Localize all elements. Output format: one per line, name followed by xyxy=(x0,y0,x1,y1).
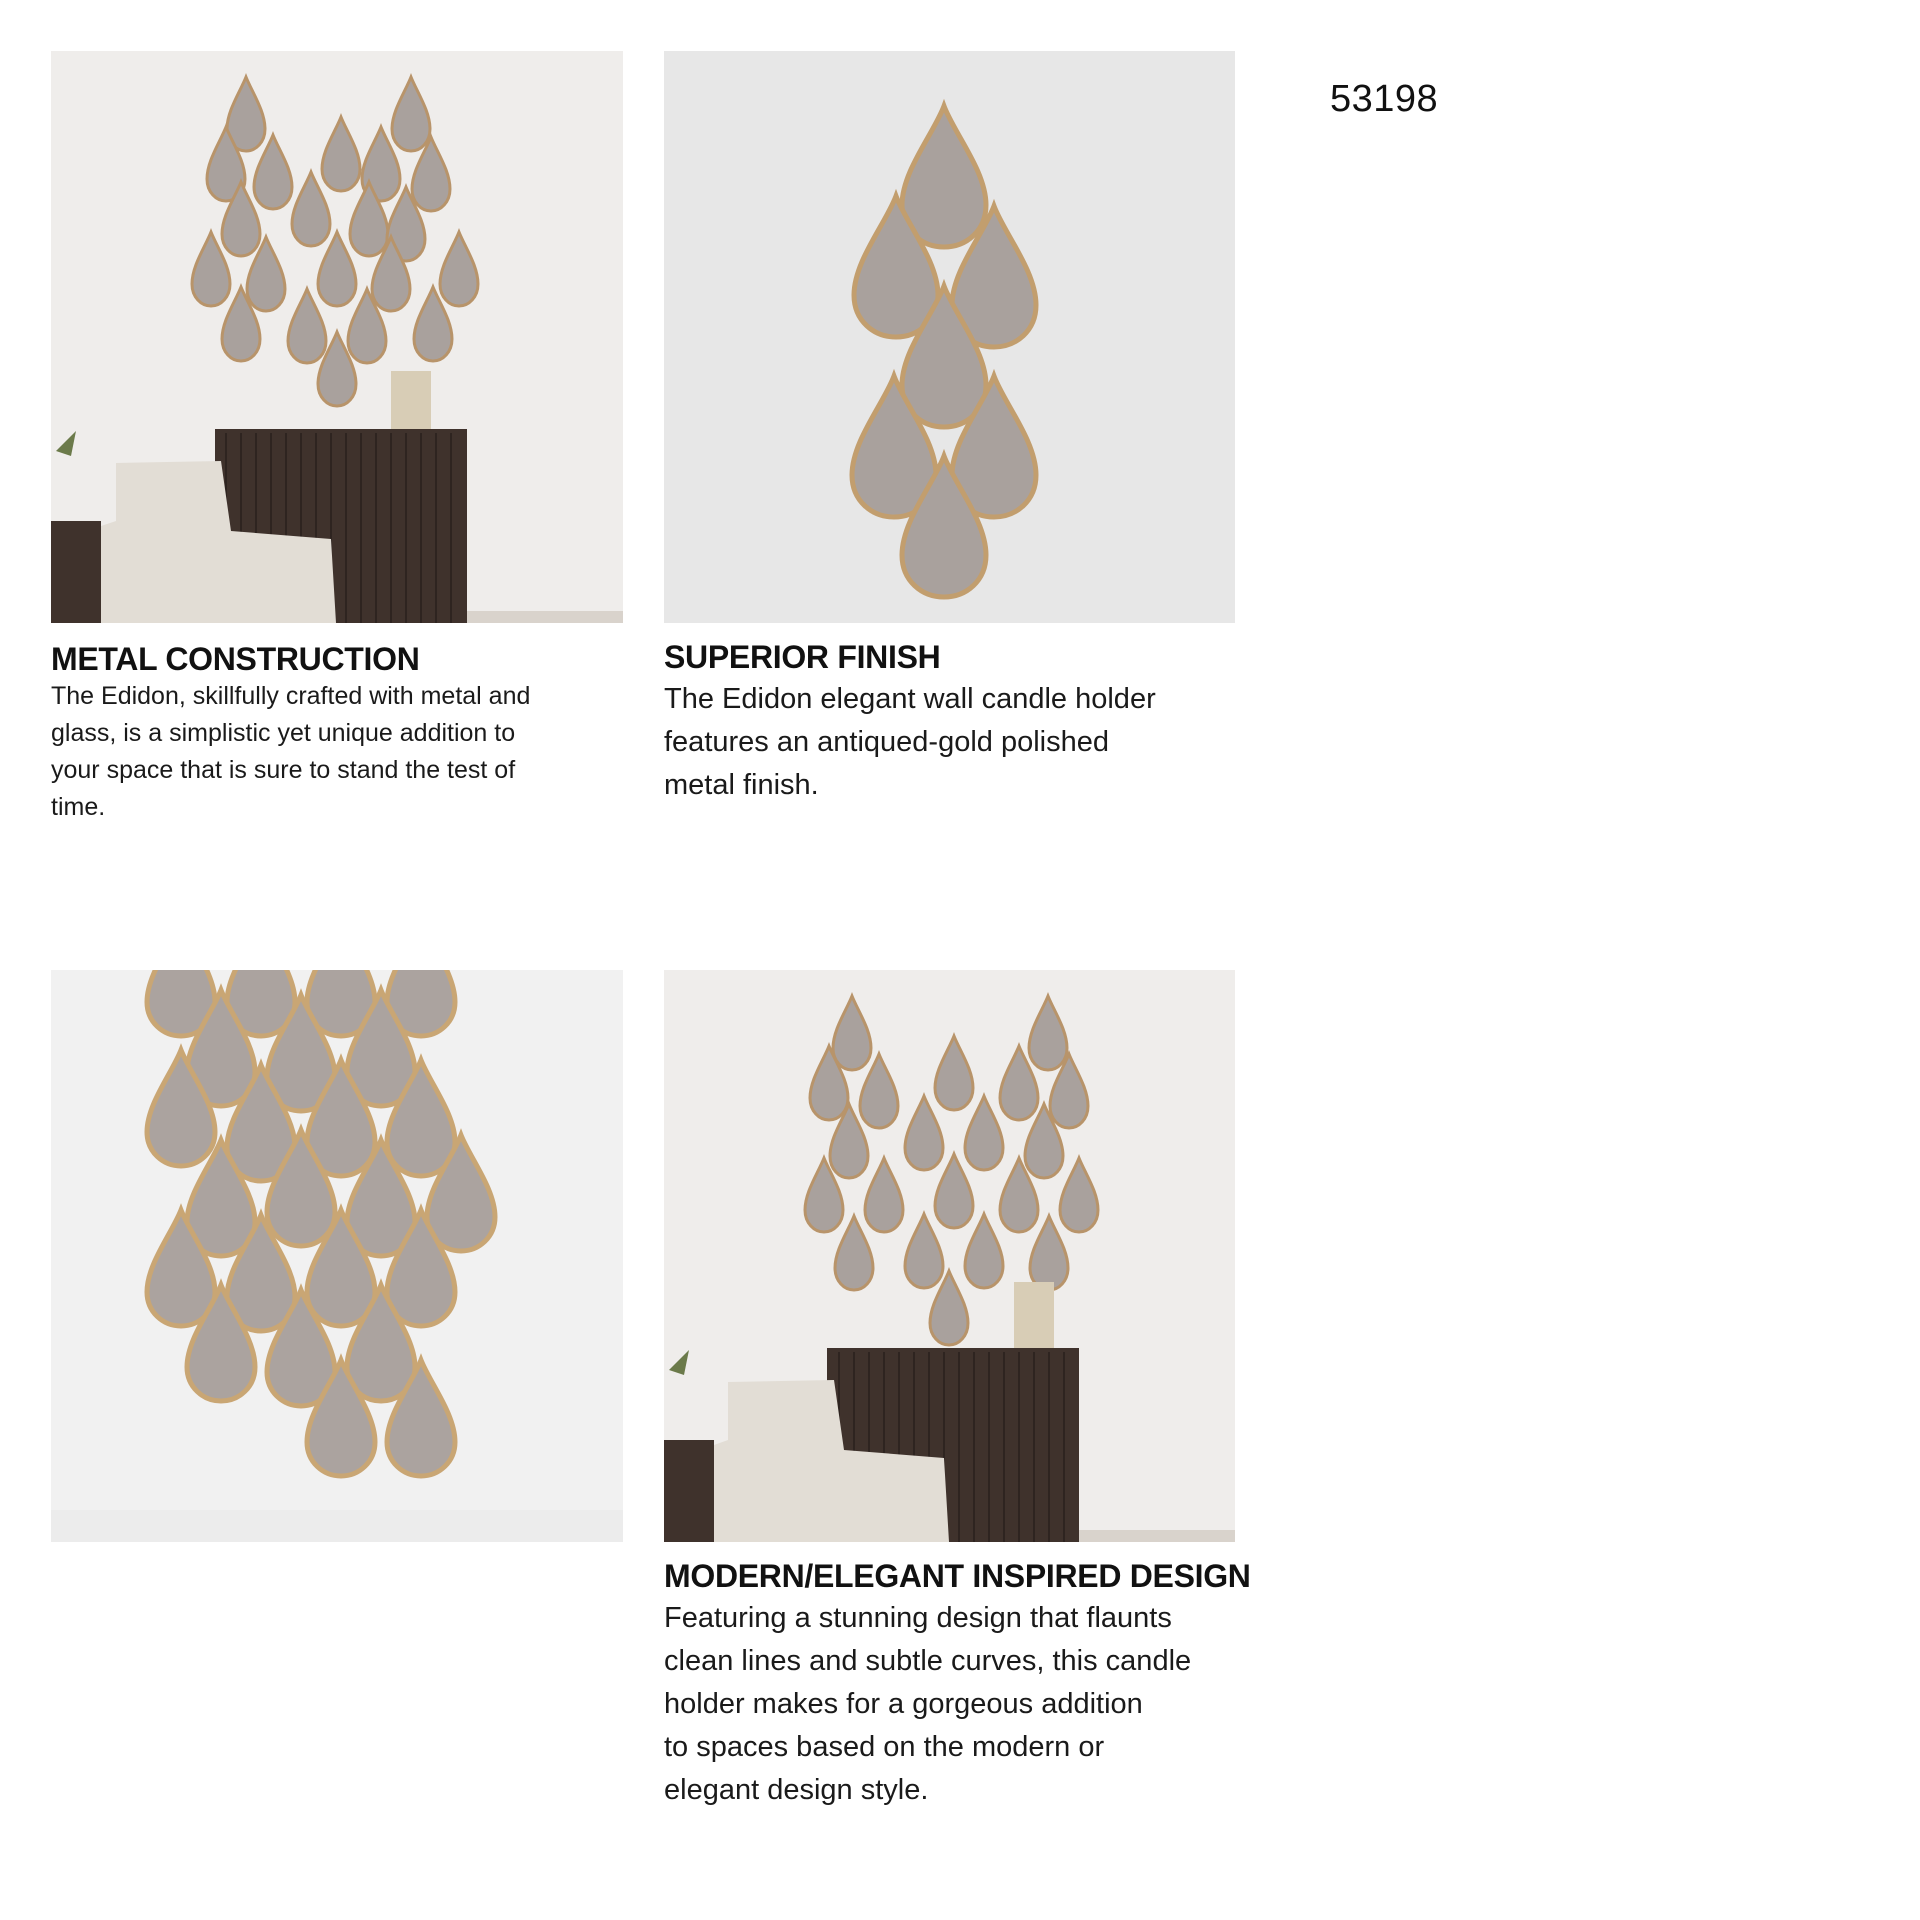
description-line: Featuring a stunning design that flaunts xyxy=(664,1602,1172,1634)
wall-candle-holder-photo xyxy=(664,51,1235,623)
description-line: elegant design style. xyxy=(664,1774,929,1806)
feature-title: SUPERIOR FINISH xyxy=(664,639,941,675)
feature-superior-finish xyxy=(664,638,1224,807)
room-scene-photo xyxy=(51,51,623,623)
feature-description xyxy=(664,1597,1304,1812)
product-code: 53198 xyxy=(1330,78,1439,120)
feature-modern-elegant-design xyxy=(664,1557,1304,1812)
feature-title: MODERN/ELEGANT INSPIRED DESIGN xyxy=(664,1558,1251,1594)
feature-title: METAL CONSTRUCTION xyxy=(51,641,420,677)
description-line: features an antiqued-gold polished xyxy=(664,726,1109,758)
description-line: clean lines and subtle curves, this candle xyxy=(664,1645,1192,1677)
description-line: metal finish. xyxy=(664,769,819,801)
description-line: to spaces based on the modern or xyxy=(664,1731,1105,1763)
description-line: holder makes for a gorgeous addition xyxy=(664,1688,1143,1720)
feature-description xyxy=(51,678,611,826)
description-line: your space that is sure to stand the test of xyxy=(51,756,516,784)
description-line: The Edidon, skillfully crafted with metal and xyxy=(51,682,531,710)
closeup-photo xyxy=(51,970,623,1542)
description-line: time. xyxy=(51,793,106,821)
feature-description xyxy=(664,678,1224,807)
room-scene-photo-2 xyxy=(664,970,1235,1542)
description-line: glass, is a simplistic yet unique addition to xyxy=(51,719,516,747)
feature-metal-construction xyxy=(51,640,611,826)
description-line: The Edidon elegant wall candle holder xyxy=(664,683,1156,715)
